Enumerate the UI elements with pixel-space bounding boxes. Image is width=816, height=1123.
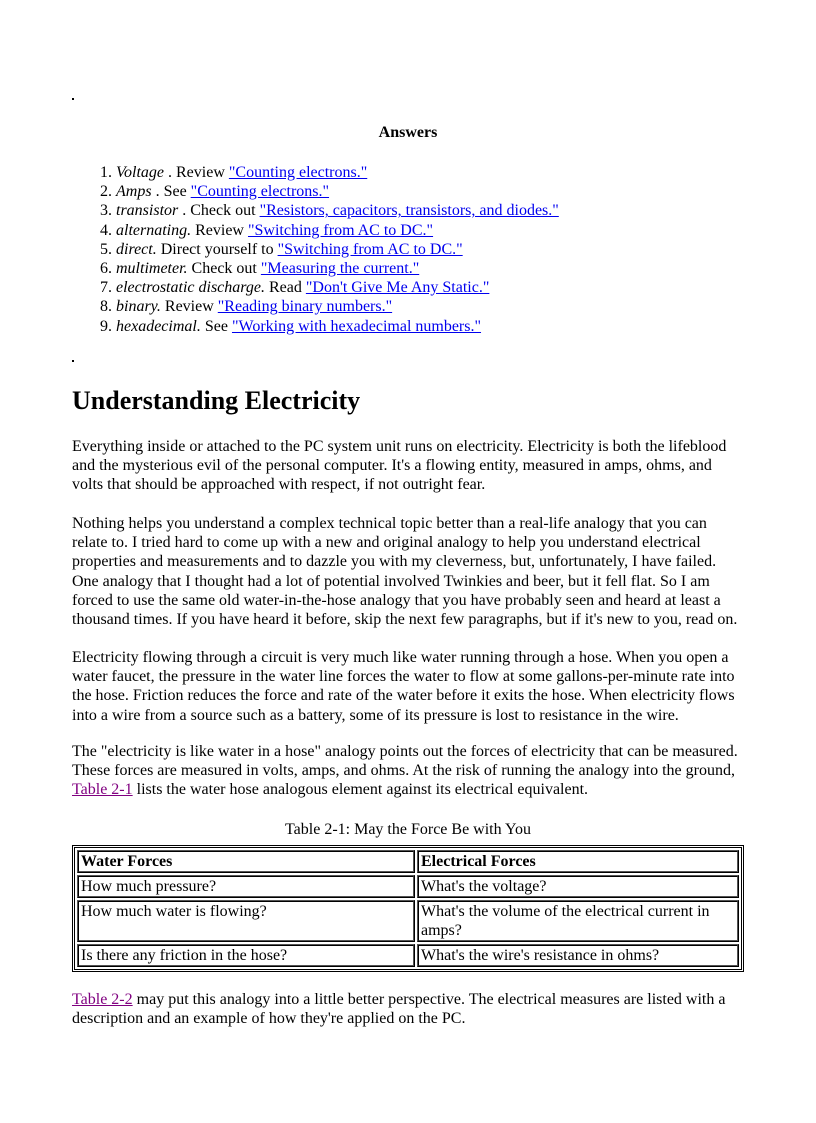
- list-item: 3. transistor . Check out "Resistors, capacitors, transistors, and diodes.": [100, 202, 559, 220]
- list-item: 6. multimeter. Check out "Measuring the current.": [100, 259, 420, 277]
- answers-title: Answers: [378, 124, 438, 141]
- answer-link[interactable]: "Reading binary numbers.": [217, 298, 393, 316]
- answer-link[interactable]: "Counting electrons.": [228, 164, 368, 181]
- bullet-mark: [72, 360, 74, 362]
- table-2-2-link[interactable]: Table 2-2: [72, 991, 133, 1008]
- paragraph-hose: Electricity flowing through a circuit is very much like water running through a hose. When you open a water faucet, the pressure in the water line forces the water to flow at some gallons-per-minute rate into the hose. Friction reduces the force and rate of the water before it exits the hose. When electricity flows into a wire from a source such as a battery, some of its pressure is lost to resistance in the wire.: [72, 649, 735, 724]
- list-item: 8. binary. Review "Reading binary numbers.": [100, 298, 393, 316]
- list-item: 2. Amps . See "Counting electrons.": [100, 183, 330, 201]
- table-cell: What's the wire's resistance in ohms?: [417, 944, 739, 967]
- bullet-mark: [72, 98, 74, 100]
- table-row: [77, 944, 739, 967]
- forces-table: [72, 845, 744, 972]
- answer-link[interactable]: "Working with hexadecimal numbers.": [231, 317, 482, 335]
- answer-link[interactable]: "Resistors, capacitors, transistors, and diodes.": [259, 202, 559, 220]
- paragraph-forces: The "electricity is like water in a hose" analogy points out the forces of electricity that can be measured. These forces are measured in volts, amps, and ohms. At the risk of running the analogy into the ground, Table 2-1 lists the water hose analogous element against its electrical equivalent.: [72, 743, 738, 799]
- table-header-row: [77, 850, 739, 873]
- answer-link[interactable]: "Measuring the current.": [260, 259, 420, 277]
- table-row: [77, 900, 739, 942]
- column-header: Water Forces: [77, 850, 415, 873]
- paragraph-intro: Everything inside or attached to the PC system unit runs on electricity. Electricity is both the lifeblood and the mysterious evil of the personal computer. It's a flowing entity, measured in amps, ohms, and volts that should be approached with respect, if not outright fear.: [72, 438, 727, 494]
- list-item: 1. Voltage . Review "Counting electrons.": [100, 164, 368, 181]
- list-item: 7. electrostatic discharge. Read "Don't Give Me Any Static.": [100, 279, 490, 297]
- paragraph-analogy: Nothing helps you understand a complex technical topic better than a real-life analogy that you can relate to. I tried hard to come up with a new and original analogy to help you understand electrical properties and measurements and to dazzle you with my cleverness, but, unfortunately, I have failed. One analogy that I thought had a lot of potential involved Twinkies and beer, but it fell flat. So I am forced to use the same old water-in-the-hose analogy that you have probably seen and heard at least a thousand times. If you have heard it before, skip the next few paragraphs, but if it's new to you, read on.: [72, 515, 738, 629]
- table-row: [77, 875, 739, 898]
- answers-list: [72, 163, 772, 336]
- answer-link[interactable]: "Switching from AC to DC.": [247, 221, 434, 239]
- paragraph-table-2-2: Table 2-2 may put this analogy into a little better perspective. The electrical measures are listed with a description and an example of how they're applied on the PC.: [72, 991, 726, 1028]
- table-2-1-link[interactable]: Table 2-1: [72, 781, 133, 799]
- answer-link[interactable]: "Don't Give Me Any Static.": [305, 279, 490, 297]
- answer-link[interactable]: "Counting electrons.": [190, 183, 330, 201]
- column-header: Electrical Forces: [417, 850, 739, 873]
- list-item: 9. hexadecimal. See "Working with hexadecimal numbers.": [100, 317, 482, 335]
- table-cell: Is there any friction in the hose?: [77, 944, 415, 967]
- table-cell: What's the voltage?: [417, 875, 739, 898]
- table-cell: What's the volume of the electrical current in amps?: [417, 900, 739, 942]
- table-caption: Table 2-1: May the Force Be with You: [285, 821, 531, 838]
- list-item: 5. direct. Direct yourself to "Switching from AC to DC.": [100, 240, 463, 258]
- table-cell: How much water is flowing?: [77, 900, 415, 942]
- table-cell: How much pressure?: [77, 875, 415, 898]
- answer-link[interactable]: "Switching from AC to DC.": [277, 240, 463, 258]
- section-heading: Understanding Electricity: [72, 386, 361, 415]
- list-item: 4. alternating. Review "Switching from AC to DC.": [100, 221, 434, 239]
